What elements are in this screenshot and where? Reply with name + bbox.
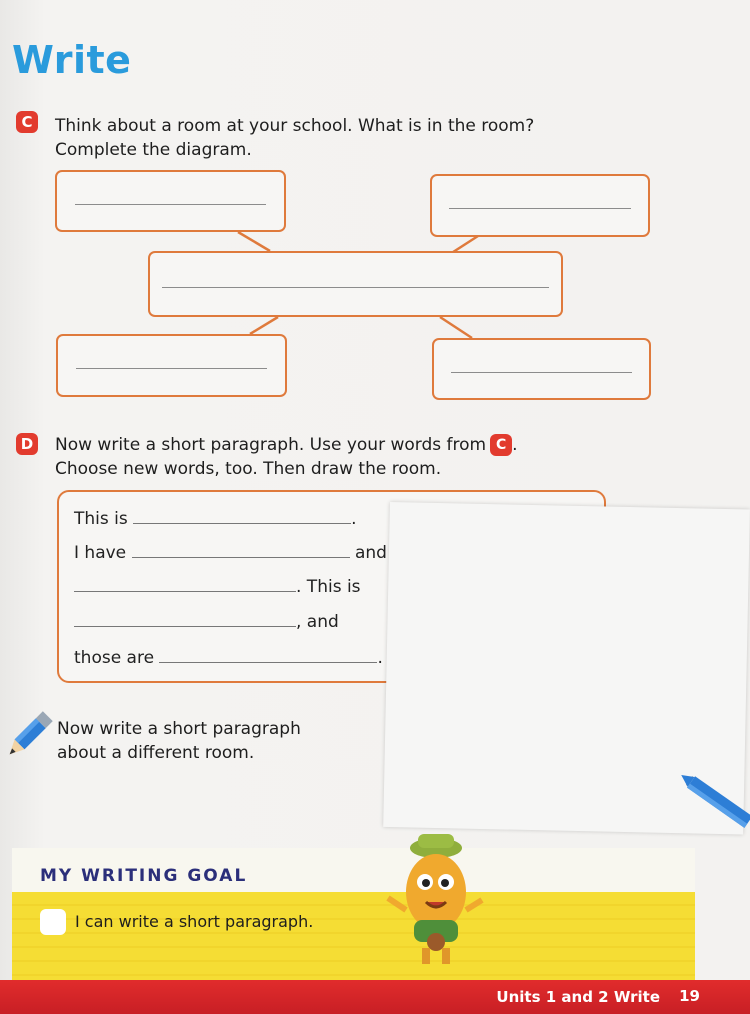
goal-item-text: I can write a short paragraph.	[75, 912, 314, 931]
goal-title: MY WRITING GOAL	[40, 866, 248, 886]
blank-5[interactable]	[159, 648, 377, 663]
section-d-line2: Choose new words, too. Then draw the room.	[55, 459, 442, 479]
goal-header	[12, 848, 695, 892]
section-d-badge: D	[16, 433, 38, 455]
paragraph-line-3[interactable]: . This is	[74, 577, 361, 597]
section-c-line1: Think about a room at your school. What is in the room?	[55, 116, 535, 136]
page-title: Write	[12, 38, 132, 82]
goal-body	[12, 892, 695, 988]
pencil-icon	[2, 710, 54, 762]
section-c-ref-badge: C	[490, 434, 512, 456]
writing-goal-panel	[12, 848, 695, 988]
section-c-badge: C	[16, 111, 38, 133]
mascot-character	[378, 830, 488, 970]
diagram-box-bottom-right[interactable]	[432, 338, 651, 400]
footer-label: Units 1 and 2 Write	[496, 988, 660, 1006]
diagram-box-center[interactable]	[148, 251, 563, 317]
section-d-line1: Now write a short paragraph. Use your words from	[55, 435, 487, 455]
paragraph-line-5[interactable]: those are .	[74, 648, 383, 668]
section-c-line2: Complete the diagram.	[55, 140, 252, 160]
paragraph-line-4[interactable]: , and	[74, 612, 339, 632]
pencil-decoration-icon	[678, 768, 750, 828]
diagram-box-top-right[interactable]	[430, 174, 650, 237]
blank-2[interactable]	[132, 543, 350, 558]
paragraph-line-1[interactable]: This is .	[74, 509, 357, 529]
paragraph-line-2[interactable]: I have and	[74, 543, 387, 563]
blank-1[interactable]	[133, 509, 351, 524]
page-number: 19	[679, 987, 700, 1005]
footer-bar	[0, 980, 750, 1014]
section-d-instruction	[55, 433, 517, 481]
section-d-line1-end: .	[512, 435, 518, 455]
diagram-box-bottom-left[interactable]	[56, 334, 287, 397]
blank-4[interactable]	[74, 612, 296, 627]
extra-paragraph-instruction: Now write a short paragraph about a different room.	[57, 719, 301, 763]
diagram-box-top-left[interactable]	[55, 170, 286, 232]
checkbox-icon[interactable]	[40, 909, 66, 935]
blank-3[interactable]	[74, 577, 296, 592]
